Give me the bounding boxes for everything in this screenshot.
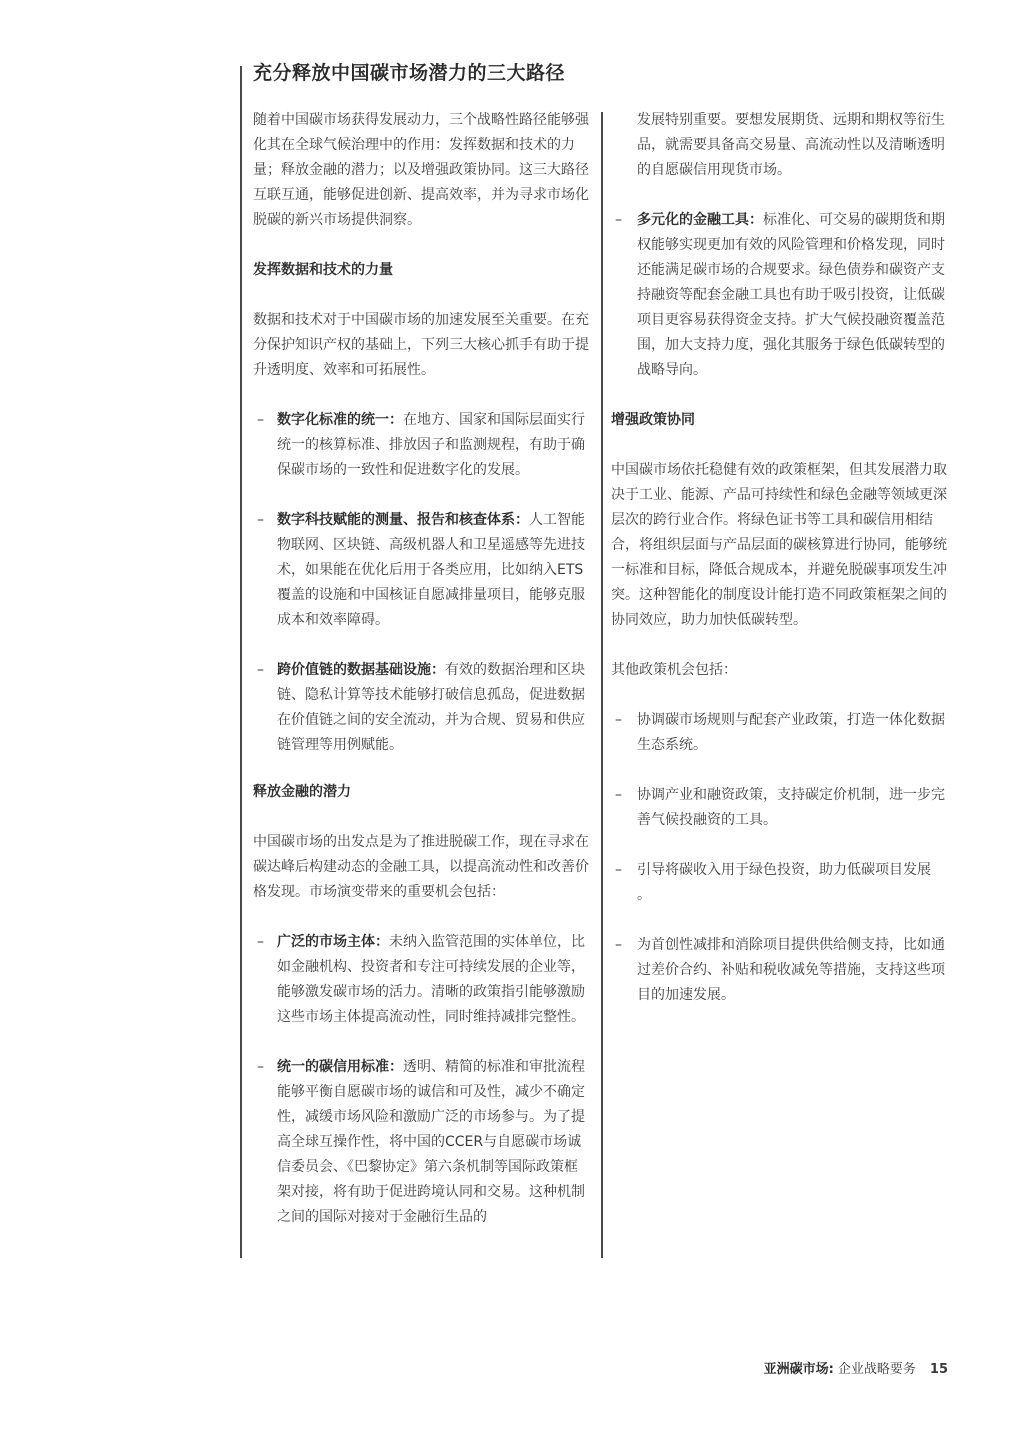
continued-paragraph: 发展特别重要。要想发展期货、远期和期权等衍生品，就需要具备高交易量、高流动性以及清晰透明的自愿碳信用现货市场。 xyxy=(637,112,945,178)
bullet-supply-side-support: – 为首创性减排和消除项目提供供给侧支持，比如通过差价合约、补贴和税收减免等措施，支持这些项目的加速发展。 xyxy=(615,937,945,1003)
right-column xyxy=(611,108,949,1008)
policy-paragraph: 中国碳市场依托稳健有效的政策框架，但其发展潜力取决于工业、能源、产品可持续性和绿色金融等领域更深层次的跨行业合作。将绿色证书等工具和碳信用相结合，将组织层面与产品层面的碳核算进行协同，能够统一标准和目标，降低合规成本，并避免脱碳事项发生冲突。这种智能化的制度设计能打造不同政策框架之间的协同效应，助力加快低碳转型。 xyxy=(611,462,947,628)
bullet-financial-instruments: – 多元化的金融工具：标准化、可交易的碳期货和期权能够实现更加有效的风险管理和价格发现，同时还能满足碳市场的合规要求。绿色债券和碳资产支持融资等配套金融工具也有助于吸引投资，让低碳项目更容易获得资金支持。扩大气候投融资覆盖范围，加大支持力度，强化其服务于绿色低碳转型的战略导向。 xyxy=(615,212,945,378)
bullet-industry-policy: – 协调碳市场规则与配套产业政策，打造一体化数据生态系统。 xyxy=(615,712,945,753)
column-divider xyxy=(601,112,603,1258)
page-title: 充分释放中国碳市场潜力的三大路径 xyxy=(253,62,566,84)
bullet-data-infrastructure: – 跨价值链的数据基础设施：有效的数据治理和区块链、隐私计算等技术能够打破信息孤岛，促进数据在价值链之间的安全流动，并为合规、贸易和供应链管理等用例赋能。 xyxy=(257,662,585,753)
data-technology-paragraph: 数据和技术对于中国碳市场的加速发展至关重要。在充分保护知识产权的基础上，下列三大核心抓手有助于提升透明度、效率和可拓展性。 xyxy=(253,312,589,378)
other-opportunities-intro: 其他政策机会包括： xyxy=(611,662,737,678)
intro-paragraph: 随着中国碳市场获得发展动力，三个战略性路径能够强化其在全球气候治理中的作用：发挥数据和技术的力量；释放金融的潜力；以及增强政策协同。这三大路径互联互通，能够促进创新、提高效率，并为寻求市场化脱碳的新兴市场提供洞察。 xyxy=(253,112,589,228)
finance-paragraph: 中国碳市场的出发点是为了推进脱碳工作，现在寻求在碳达峰后构建动态的金融工具，以提高流动性和改善价格发现。市场演变带来的重要机会包括： xyxy=(253,834,589,900)
heading-policy-synergy: 增强政策协同 xyxy=(611,412,695,428)
bullet-financing-policy: – 协调产业和融资政策，支持碳定价机制，进一步完善气候投融资的工具。 xyxy=(615,787,945,828)
footer-subtitle: 企业战略要务 xyxy=(833,1362,916,1377)
heading-data-technology: 发挥数据和技术的力量 xyxy=(253,262,393,278)
bullet-mrv-system: – 数字科技赋能的测量、报告和核查体系：人工智能物联网、区块链、高级机器人和卫星遥感等先进技术，如果能在优化后用于各类应用，比如纳入ETS覆盖的设施和中国核证自愿减排量项目，能够克服成本和效率障碍。 xyxy=(257,512,585,628)
footer-publication: 亚洲碳市场: xyxy=(763,1362,834,1377)
section-rule-left xyxy=(240,66,242,1258)
bullet-digital-standards: – 数字化标准的统一：在地方、国家和国际层面实行统一的核算标准、排放因子和监测规程，有助于确保碳市场的一致性和促进数字化的发展。 xyxy=(257,412,585,478)
page-number: 15 xyxy=(929,1362,948,1377)
left-column xyxy=(253,108,589,1230)
page-footer xyxy=(764,1360,948,1380)
bullet-carbon-credit-standards: – 统一的碳信用标准：透明、精简的标准和审批流程能够平衡自愿碳市场的诚信和可及性，减少不确定性，减缓市场风险和激励广泛的市场参与。为了提高全球互操作性，将中国的CCER与自愿碳市场诚信委员会、《巴黎协定》第六条机制等国际政策框架对接，将有助于促进跨境认同和交易。这种机制之间的国际对接对于金融衍生品的 xyxy=(257,1059,585,1225)
heading-finance: 释放金融的潜力 xyxy=(253,784,351,800)
bullet-market-participants: – 广泛的市场主体：未纳入监管范围的实体单位，比如金融机构、投资者和专注可持续发展的企业等，能够激发碳市场的活力。清晰的政策指引能够激励这些市场主体提高流动性，同时维持减排完整性。 xyxy=(257,934,585,1025)
bullet-carbon-revenue: – 引导将碳收入用于绿色投资，助力低碳项目发展 。 xyxy=(615,862,931,903)
